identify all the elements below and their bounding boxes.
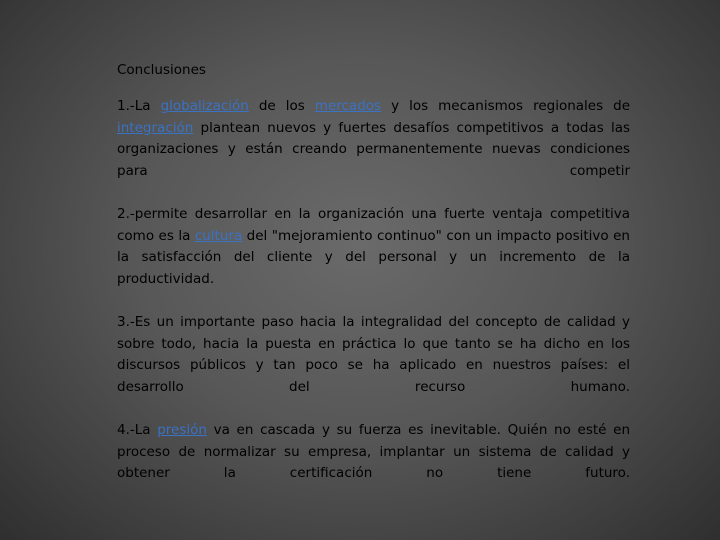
link-mercados[interactable]: mercados xyxy=(314,98,382,114)
text: plantean nuevos y fuertes desafíos competitivos a todas las organizaciones y están creando permanentemente nuevas condiciones para competir xyxy=(117,119,630,180)
text: y los mecanismos regionales de xyxy=(381,98,631,114)
slide-title: Conclusiones xyxy=(117,62,206,78)
text: 2.-permite desarrollar en la organización una fuerte ventaja competitiva como es la xyxy=(117,206,630,244)
text: del "mejoramiento continuo" con un impacto positivo en la satisfacción del cliente y del personal y un incremento de la productividad. xyxy=(117,227,630,288)
conclusion-paragraph-3 xyxy=(117,312,630,399)
link-integracion[interactable]: integración xyxy=(117,119,194,136)
link-globalizacion[interactable]: globalización xyxy=(160,98,249,114)
text: va en cascada y su fuerza es inevitable. Quién no esté en proceso de normalizar su empresa, implantar un sistema de calidad y obtener la certificación no tiene futuro. xyxy=(117,422,630,482)
link-cultura[interactable]: cultura xyxy=(194,227,243,244)
conclusion-paragraph-4 xyxy=(117,420,630,485)
text: 1.-La xyxy=(117,98,161,114)
text: 4.-La xyxy=(117,422,158,438)
text: 3.-Es un importante paso hacia la integralidad del concepto de calidad y sobre todo, hacia la puesta en práctica lo que tanto se ha dicho en los discursos públicos y tan poco se ha aplicado en nuestros países: el desarrollo del recurso humano. xyxy=(117,314,630,396)
conclusion-paragraph-1 xyxy=(117,96,630,183)
text: de los xyxy=(248,98,315,114)
conclusion-paragraph-2 xyxy=(117,204,630,291)
link-presion[interactable]: presión xyxy=(157,422,207,438)
